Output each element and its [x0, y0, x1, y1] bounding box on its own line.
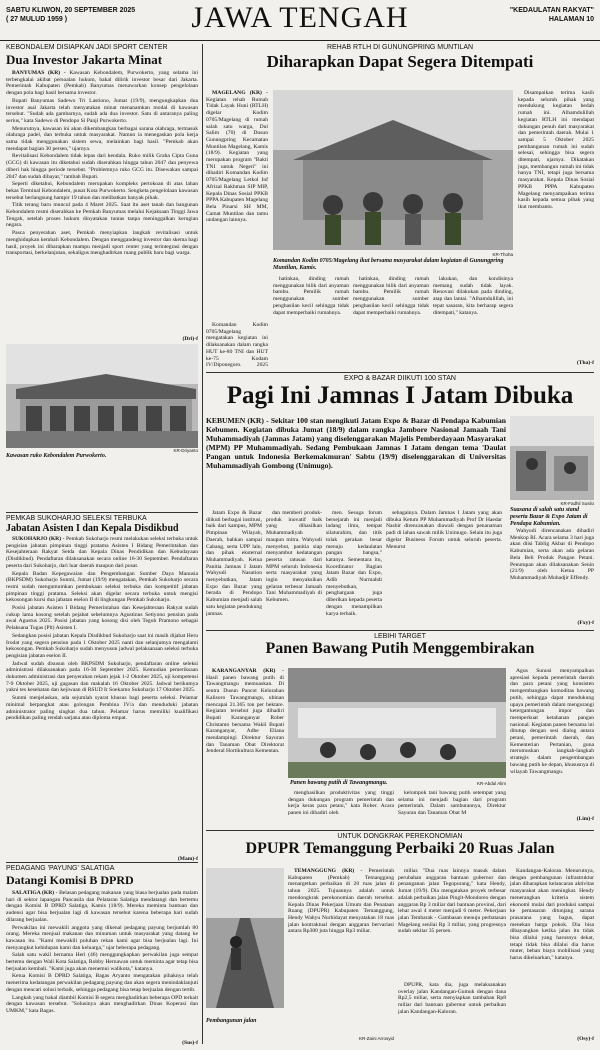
photo-kebondalem	[6, 344, 198, 448]
article-column	[398, 790, 506, 826]
kicker: UNTUK DONGKRAK PEREKONOMIAN	[337, 833, 463, 840]
photo-credit: KR-Thoha	[492, 252, 513, 257]
article-body	[6, 890, 198, 1040]
date-line-gregorian: SABTU KLIWON, 20 SEPTEMBER 2025	[6, 7, 136, 14]
paragraph: Sunmi menjelaskan, ada sejumlah syarat khusus bagi peserta seleksi. Pelamar minimal berpangkat atau golongan Pembina IV/a dan menduduki jabatan administrator paling singkat dua tahun. Pelamar harus memiliki kualifikasi pendidikan paling rendah sarjana atau diploma empat.	[6, 695, 198, 722]
article-column	[206, 510, 262, 628]
paragraph: Sedangkan posisi jabatan Kepala Disdikbud Sukoharjo saat ini masih dijabat Heru Irodat yang segera pensiun pada 1 Oktober 2025 nanti dan selanjutnya mengalami kekosongan. Pemkab Sukoharjo sudah menyusun jadwal pelaksanaan seleksi terbuka pengisian jabatan eselon II.	[6, 632, 198, 659]
article-column	[398, 982, 506, 1038]
kicker: KEBONDALEM DISIAPKAN JADI SPORT CENTER	[6, 44, 168, 51]
paragraph: Titik terang baru muncul pada 4 Maret 2025. Saat itu aset tanah dan bangunan Kebondalem resmi diserahkan ke Pemkab Banyumas melalui Kejaksaan Tinggi Jawa Tengah, setelah proses hukum dinyatakan tuntas tanpa meninggalkan kerugian negara.	[6, 202, 198, 229]
author-sign: (Dri)-f	[182, 336, 198, 342]
article-komisi	[6, 862, 198, 1046]
paragraph: Kepala Badan Kepegawaian dan Pengembangan Sumber Daya Manusia (BKPSDM) Sukoharjo Sunmi, Jumat (19/9) mengatakan, Pemkab Sukoharjo secara resmi sudah mengumumkan pembukaan seleksi terbuka dan kompetitif jabatan pimpinan tinggi pratama. Seleksi akan digelar secara terbuka untuk mengisi kekosongan kursi dua jabatan eselon II di lingkungan Pemkab Sukoharjo.	[6, 570, 198, 604]
dateline: SUKOHARJO (KR) -	[12, 536, 65, 542]
photo-dpupr	[206, 868, 284, 1008]
headline: Jabatan Asisten I dan Kepala Disdikbud	[6, 523, 179, 534]
headline: Pagi Ini Jamnas I Jatam Dibuka	[226, 382, 574, 409]
paragraph: Ketua Komisi B DPRD Salatiga, Bagas Aryanto mengatakan pihaknya telah menerima kedatangan perwakilan pedagang payung dan akan segera menindaklanjuti dengan mencari solusi terbaik, sehingga pedagang bisa tetap berjualan dengan tertib.	[6, 973, 198, 993]
road-work-illustration	[206, 868, 284, 1008]
article-jamnas	[206, 372, 594, 413]
paragraph: Disampaikan terima kasih kepada seluruh pihak yang mendukung kegiatan bedah rumah ini. Alhamdulillah kegiatan RTLH ini mendapat dukungan penuh dari masyarakat dan pemerintah daerah. Mulai 1 sampai 5 Oktober 2025 pembangunan rumah ini sudah selesai, sehingga bisa segera ditempati, ujarnya. Dikatakan juga, membangun rumah ini tidak hanya TNI, tetapi juga bersama masyarakat. Kepala Dinas Sosial PPKB PPPA Kabupaten Magelang menyampaikan terima kasih kepada semua pihak yang ikut membantu.	[518, 90, 594, 210]
photo-jamnas	[510, 416, 594, 500]
photo-credit: KR-Fadhil Susilo	[560, 501, 594, 506]
article-investor	[6, 44, 198, 460]
article-column	[433, 276, 513, 368]
date-line-javanese: ( 27 MULUD 1959 )	[6, 16, 68, 23]
kicker: PEDAGANG 'PAYUNG' SALATIGA	[6, 865, 115, 872]
article-body	[6, 70, 198, 336]
building-illustration	[6, 344, 198, 448]
harvest-illustration	[288, 668, 506, 778]
dateline: BANYUMAS (KR) -	[12, 70, 66, 76]
paragraph: menghasilkan produktivitas yang tinggi dengan dukungan program pemerintah dan kerja keras para petani," kata Rober. Acara panen ini dihadiri oleh	[288, 790, 394, 817]
paragraph: Jadwal sudah disusun oleh BKPSDM Sukoharjo, pendaftaran online seleksi administrasi dilaksanakan pada 16-30 September 2025. Kemudian pemeriksaan dokumen administrasi dan penyerahan rekam jejak 1-2 Oktober 2025, uji kompetensi 7-9 Oktober 2025, uji gagasan dan makalah 16 Oktober 2025. Jadwal berikutnya yakni tes kesehatan dan kejiwaan di RSUD Ir Soekarno Sukoharjo 17 Oktober 2025.	[6, 660, 198, 694]
paragraph: Posisi jabatan Asisten I Bidang Pemerintahan dan Kesejahteraan Rakyat sudah cukup lama kosong setelah pejabat sebelumnya Agustinus Setiyono pensiun pada awal Agustus 2025. Posisi jabatan yang kosong disi oleh Teguh Pramono sebagai Pelaksana Tugas (Plt) Asisten I.	[6, 605, 198, 632]
kicker: PEMKAB SUKOHARJO SELEKSI TERBUKA	[6, 515, 147, 522]
photo-caption: Panen bawang putih di Tawangmangu.	[290, 780, 388, 786]
article-column	[206, 668, 284, 816]
author-sign: (Lim)-f	[576, 816, 594, 822]
paragraph: men. Sesuga forum bersejarah ini menjadi ladang ilmu, tempat silaturahim, dan titik tolak gerakan besar menuju kedaulatan pangan bangsa," katanya. Sementara itu, Koordinator Bagian Jatam Bazar dan Expo, Adib Nurmahdi menyebutkan, penghargaan juga diberikan kepada peserta dengan menampilkan karya terbaik.	[326, 510, 382, 617]
photo-credit: KR-Abdul Alim	[476, 781, 506, 786]
paragraph: Wahyudi direncanakan dihadiri Menkop RI. Acara selama 3 hari juga akan diisi Tablig Akbar di Pendopo Kabumian, serta akan ada gelaran Bela Beli Produk Pangan Petani. Penutupan akan dilaksanakan Senin (21/9) oleh Ketua PP Muhammadiyah Muhadjir Effendy.	[510, 528, 594, 581]
paragraph: hatinkan, dinding rumah menggunakan bilik dari anyaman bambu. Pemilik rumah menggunakan sumber penghasilan kecil sehingga tidak dapat memperbaiki rumahnya.	[273, 276, 349, 316]
article-column	[288, 790, 394, 826]
dateline: KARANGANYAR (KR) -	[212, 668, 284, 674]
article-column	[206, 90, 268, 320]
dateline: SALATIGA (KR) -	[12, 890, 58, 896]
article-column	[398, 868, 506, 980]
article-column	[288, 868, 394, 1034]
article-column	[206, 322, 268, 368]
column-divider	[202, 44, 203, 1044]
headline: Panen Bawang Putih Menggembirakan	[265, 640, 535, 657]
paragraph: Salah satu wakil bernama Heri (46) menggungkapkan perwakilan juga sempat bertemu dengan Wali Kota Salatiga, Robby Hernawan untuk meminta agar tetap bisa berjualan kembali. "Kami juga akan menemui walikota," katanya.	[6, 952, 198, 972]
paragraph: Hasil panen bawang putih di Tawangmangu memuaskan. Di sentra Dusun Pancot Kelurahan Kalisoro Tawangmangu, ubinan mencapai 21.365 ton per hektare. Kegiatan tersebut juga dihadiri Bupati Karanganyar Rober Christanto bersama Wakil Bupati Karanganyar, Adhe Eliana mendampingi Direktur Sayuran dan Tanaman Obat Direktorat Jenderal Hortikultura Kementan.	[206, 674, 284, 755]
masthead	[0, 0, 600, 41]
newspaper-motto: "KEDAULATAN RAKYAT"	[509, 7, 594, 14]
headline: Datangi Komisi B DPRD	[6, 873, 134, 887]
article-bawang	[206, 630, 594, 661]
article-rtlh	[206, 44, 594, 75]
photo-caption: Kawasan ruko Kebondalem Purwokerto.	[6, 453, 107, 459]
kicker: LEBIHI TARGET	[374, 633, 426, 640]
lead-paragraph: Sekitar 100 stan mengikuti Jatam Expo & Bazar di Pendapa Kabumian Kebumen. Kegiatan dibuka Jumat (18/9) dalam rangka Jambore Nasional Jamaah Tani Muhammadiyah (Jamnas Jatam) yang diselenggarakan Majelis Pemberdayaan Masyarakat (MPM) PP Muhammadiyah. Sedang Pembukaan Jamnas I Jatam dengan tema 'Daulat Pangan untuk Indonesia Berkemakmuran' Sabtu (19/9) diselenggarakan di Universitas Muhammadiyah Gombong (Unimugo).	[206, 416, 506, 470]
article-body	[6, 536, 198, 856]
author-sign: (Fxy)-f	[577, 620, 594, 626]
dateline: KEBUMEN (KR) -	[206, 416, 269, 425]
paragraph: hatinkan, dinding rumah menggunakan bilik dari anyaman bambu. Pemilik rumah menggunakan sumber penghasilan kecil sehingga tidak dapat memperbaiki rumahnya.	[353, 276, 429, 316]
paragraph: Komandan Kodim 0705/Magelang mengatakan kegiatan ini dilaksanakan dalam rangka HUT ke-80 TNI dan HUT ke-75 Kodam IV/Diponegoro. 2025	[206, 322, 268, 368]
paragraph: Kawasan Kebondalem, Purwokerto, yang selama ini terbengkalai akibat persoalan hukum, bakal dilirik investor besar dari Jakarta. Pemerintah Kabupaten (Pemkab) Banyumas menawarkan konsep pengelolaan dengan pola bagi hasil bersama investor.	[6, 70, 198, 97]
paragraph: Pemkab Sukoharjo resmi melakukan seleksi terbuka untuk pengisian jabatan pimpinan tinggi pratama Asisten I Bidang Pemerintahan dan Kesejahteraan Rakyat Setda dan Kepala Dinas Pendidikan dan Kebudayaan (Disdikbud). Pendaftaran dilaksanakan secara online 16-30 September. Pendaftaran peserta dari Sukoharjo, dari luar daerah maupun dari pusat.	[6, 536, 198, 569]
article-column	[266, 510, 322, 628]
author-sign: (Osy)-f	[577, 1036, 594, 1042]
article-dpupr	[206, 830, 594, 861]
dateline: TEMANGGUNG (KR) -	[294, 868, 363, 874]
paragraph: Revitalisasi Kebondalem tidak lepas dari kendala. Ruko milik Graha Cipta Guna (GCG) di kawasan itu diketahui sudah diserahkan hingga tahun 2047 dan penyewa diberi hak hingga periode tersebut. "Problemnya ruko GCG itu. Disewakan sampai 2047 dan sudah dibayar," tambah Bupati.	[6, 153, 198, 180]
article-column	[510, 668, 594, 814]
paragraph: lakukan, dan kondisinya memang sudah tidak layak. Renovasi dilakukan pada dinding, atap dan lantai. "Alhamdulillah, ini tepat sasaran, kita berharap segera ditempati," katanya.	[433, 276, 513, 316]
paragraph: Kandangan-Kaloran. Menurutnya, dengan pembangunan infrastruktur jalan diharapkan kelancaran aktivitas masyarakat akan meningkat. Hendy menerangkan kriteria sistem ekonomi mulai dari produksi sampai ke pemasaran ditunjang sarana prasarana yang bagus, dapat menekan harga pokok. Dia bisa dibayangkan ketika jalan itu tidak bisa dilalui yang harusnya dekat, tetapi tidak bisa dilalui dia harus muter, beban biaya mobilisasi yang harus dikeluarkan," katanya.	[510, 868, 594, 962]
kicker: REHAB RTLH DI GUNUNGPRING MUNTILAN	[326, 44, 474, 51]
masthead-date	[6, 6, 135, 24]
paragraph: Seperti diketahui, Kebondalem merupakan kompleks pertokoan di atas lahan bekas Terminal Kebondalem, pusat Kota Purwokerto. Sengketa pengelolaan kawasan tersebut berlangsung hampir 19 tahun dan melibatkan banyak pihak.	[6, 181, 198, 201]
kicker: EXPO & BAZAR DIIKUTI 100 STAN	[344, 375, 456, 382]
paragraph: Menurutnya, kawasan ini akan dikembangkan berbagai sarana olahraga, termasuk olahraga padel, dan terbuka untuk masyarakat. Namun ia menegaskan pola kerja sama tidak menggunakan sistem sewa, melainkan bagi hasil. "Pemkab akan mendapat bagian 30 persen," ujarnya.	[6, 125, 198, 152]
paragraph: dan memberi produk-produk inovatif baik yang dihasilkan Muhammadiyah maupun mitra. Wahyudi menyebut, panitia siap menyambut kedatangan peserta ratusan dari MPM seluruh Indonesia serta masyarakat yang ingin menyaksikan gelaran terbesar Jamaah Tani Muhammadiyah di Kebumen.	[266, 510, 322, 604]
article-column	[326, 510, 382, 628]
section-title: JAWA TENGAH	[191, 1, 409, 34]
paragraph: DPUPR, kata dia, juga melaksanakan overlay jalan Kandangan-Gumuk dengan dana Rp2,5 miliar, serta menyiapkan tambahan Rp8 miliar dari bantuan gubernur untuk perbaikan jalan Kandangan-Kaloran.	[398, 982, 506, 1015]
paragraph: Langkah yang bakal diambil Komisi B segera menghadirkan beberapa OPD terkait dengan kawasan tersebut. "Solusinya akan menghadirkan Dinas Koperasi dan UMKM," kata Bagas.	[6, 994, 198, 1014]
photo-credit: KR-Driyanto	[173, 448, 198, 453]
paragraph: Belasan pedagang makanan yang biasa berjualan pada malam hari di sektor lapangan Pancasila dan Pelataran Salatiga mendatangi dan bertemu dengan Komisi B DPRD Salatiga, Kamis (18/9). Mereka meminta bantuan dan audensi agar bisa berjualan lagi di kawasan tersebut karena beberapa hari sudah dilarang berjualan.	[6, 890, 198, 923]
paragraph: kelompok tani bawang putih setempat yang selama ini menjadi bagian dari program pemerintah. Dalam sambutannya, Direktur Sayuran dan Tanaman Obat M	[398, 790, 506, 817]
author-sign: (Mam)-f	[177, 856, 198, 862]
paragraph: Bupati Banyumas Sadewo Tri Lastiono, Jumat (19/9), mengungkapkan dua investor asal Jakarta telah menyatakan minat menanamkan modal di kawasan tersebut. "Sudah ada gambarnya, sudah ada dua investor. Satu di antaranya paling serius," kata Sadewo di Pendopo Si Panji Purwokerto.	[6, 97, 198, 124]
photo-credit: KR-Zaini Arrosyid	[358, 1036, 394, 1041]
headline: DPUPR Temanggung Perbaiki 20 Ruas Jalan	[245, 840, 555, 857]
paragraph: Pemerintah Kabupaten (Pemkab) Temanggung menargetkan perbaikan di 20 ruas jalan di tahun 2025. Tujuannya adalah untuk mendongkrak perekonomian daerah tersebut. Kepala Dinas Pekerjaan Umum dan Penataan Ruang (DPUPR) Kabupaten Temanggung, Hendy Wahyu Nurhidayat menyatakan 18 ruas jalan kontraktual dengan anggaran bervariasi antara Rp300 juta hingga Rp3 miliar.	[288, 868, 394, 935]
paragraph: Kegiatan rehab Rumah Tidak Layak Huni (RTLH) digelar Kodim 0705/Magelang di rumah salah satu warga, Dul Salim (70) di Dusun Gunungpring Kecamatan Muntilan Magelang, Kamis (18/9). Kegiatan yang merupakan program "Bakti TNI untuk Negeri" ini dihadiri Komandan Kodim 0705/Magelang Letkol Inf Afrizal Rakhman SIP MIP, Kepala Dinas Sosial PPKB PPPA Kabupaten Magelang Bela Pinarsi SH MM, Camat Muntilan dan tamu undangan lainnya.	[206, 96, 268, 224]
paragraph: Agus Sunusi menyampaikan apresiasi kepada pemerintah daerah dan para petani yang konsisten mengembangkan komoditas bawang putih, sehingga dapat mendukung upaya pemerintah dalam mengurangi ketergantungan impor dan memperkuat ketahanan pangan nasional. Kegiatan panen bersama ini ditutup dengan sesi dialog antara petani, pemerintah daerah, dan Kementerian Pertanian, guna merumuskan langkah-langkah strategis dalam pengembangan bawang putih ke depan, khususnya di wilayah Tawangmangu.	[510, 668, 594, 775]
dateline: MAGELANG (KR) -	[212, 90, 268, 96]
article-lead	[206, 416, 506, 506]
article-column	[518, 90, 594, 358]
photo-caption: Komandan Kodim 0705/Magelang ikut bersama masyarakat dalam kegiatan di Gunungpring Muntilan, Kamis.	[273, 258, 504, 271]
rtlh-illustration	[273, 90, 513, 250]
paragraph: Pasca penyerahan aset, Pemkab menyiapkan langkah revitalisasi untuk menghidupkan kembali Kebondalem. Dengan menggandeng investor dan skema bagi hasil, proyek ini diharapkan mampu menjadi sport center yang terintegrasi dengan transportasi, berkelanjutan, sekaligus menghadirkan ruang publik baru bagi warga.	[6, 230, 198, 257]
article-column	[353, 276, 429, 368]
page-number: HALAMAN 10	[548, 16, 594, 23]
article-column	[273, 276, 349, 368]
paragraph: miliar. "Dua ruas lainnya masuk dalam perubahan anggaran bantuan gubernur dan penanganan jalan Tegopurang," kata Hendy, Jumat (19/9). Dia mengatakan proyek terbesar adalah perbaikan jalan Pingit-Mondoreo dengan anggaran Rp 3 miliar dari bantuan provinsi, dari lebar awal 4 meter menjadi 6 meter. Pekerjaan jalan Tembarak - Gambasan menuju perbatasan Magelang senilai Rp 3 miliar, yang progresnya sudah sekitar 35 persen.	[398, 868, 506, 935]
article-column	[510, 868, 594, 1034]
paragraph: Jatam Expo & Bazar diikuti berbagai institusi, baik dari kampus, MPM Pimpinan Wilayah, Daerah, bahkan sampai Cabang, serta UPP lain, dan pihak eksternal Muhammadiyah. Ketua Panitia Jamnas I Jatam Wahyudi Nasution menyebutkan, Jatam Expo dan Bazar yang berada di Pendopo Kabumian menjadi salah satu kegiatan pendukung jamnas.	[206, 510, 262, 617]
photo-bawang	[288, 668, 506, 778]
author-sign: (Sus)-f	[182, 1040, 198, 1046]
photo-caption: Pembangunan jalan	[206, 1018, 257, 1024]
article-column	[386, 510, 502, 628]
headline: Diharapkan Dapat Segera Ditempati	[266, 52, 534, 71]
bazar-illustration	[510, 416, 594, 500]
author-sign: (Tha)-f	[576, 360, 594, 366]
article-column	[510, 528, 594, 620]
photo-rtlh	[273, 90, 513, 250]
photo-caption: Suasana di salah satu stand peserta Bazar & Expo Jatam di Pendapa Kabumian.	[510, 507, 588, 527]
article-sukoharjo	[6, 512, 198, 862]
paragraph: sebagainya. Dalam Jamnas I Jatam yang akan dibuka Ketum PP Muhammadiyah Prof Dr Haedar Nashir direncanakan diawali dengan penanaman padi di lahan sawah milik Unimugo. Selain itu juga digelar Business Forum untuk seluruh peserta. Menurut	[386, 510, 502, 550]
headline: Dua Investor Jakarta Minat	[6, 52, 163, 67]
paragraph: Perwakilan ini mewakili anggota yang dikenal pedagang payung berjumlah 80 orang. Mereka menjual makanan dan minuman untuk masyarakat yang datang ke kawasan itu. "Kami mewakili puluhan rekan kami agar bisa berjualan lagi. Ini menyangkut kehidupan kami dan keluarga," ujar beberapa pedagang.	[6, 924, 198, 951]
masthead-info	[510, 6, 594, 24]
